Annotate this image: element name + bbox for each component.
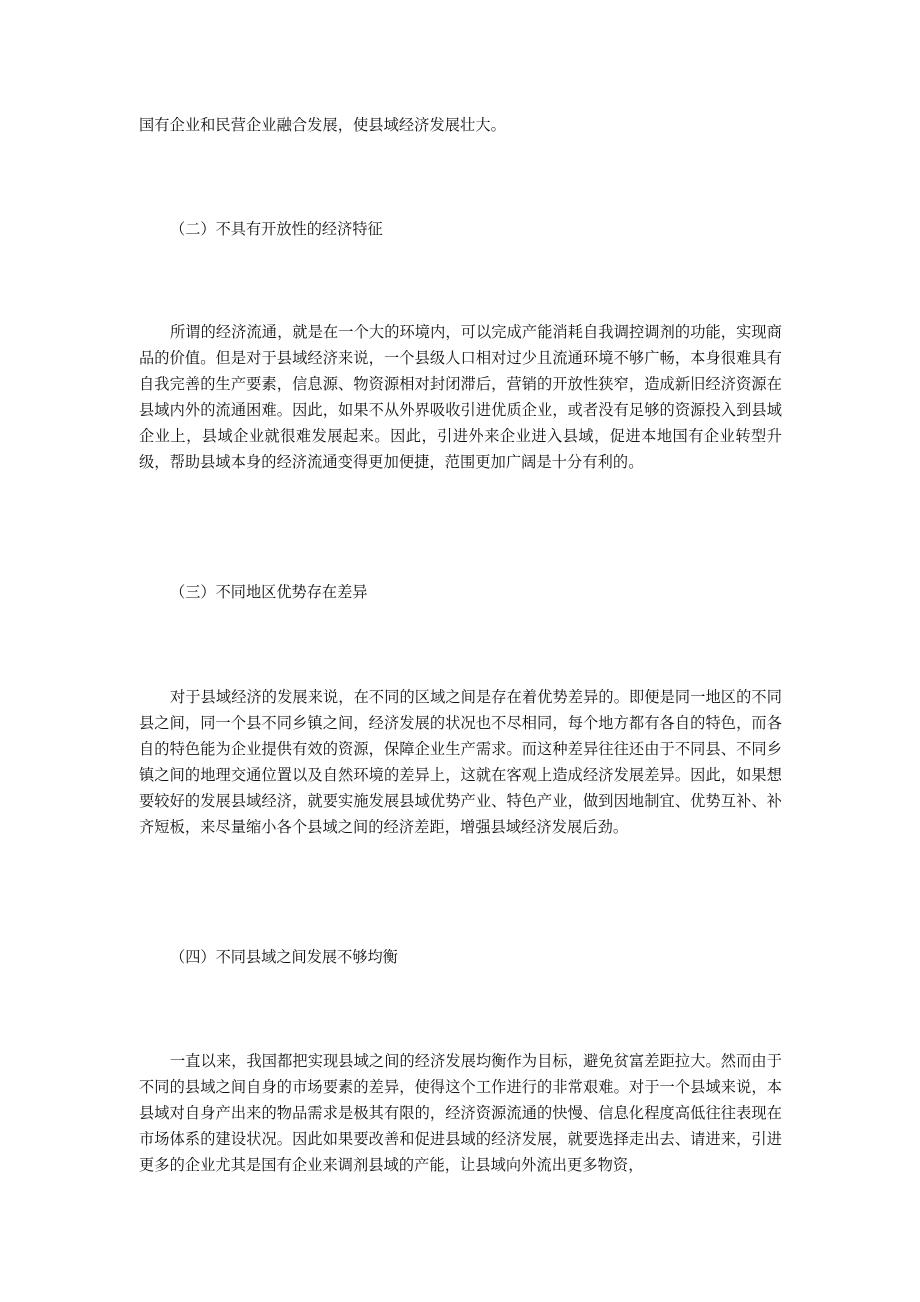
section-heading-2: （二）不具有开放性的经济特征 bbox=[170, 220, 383, 238]
section-heading-3: （三）不同地区优势存在差异 bbox=[170, 583, 368, 601]
paragraph-balanced-development: 一直以来，我国都把实现县域之间的经济发展均衡作为目标，避免贫富差距拉大。然而由于不同的县域之间自身的市场要素的差异，使得这个工作进行的非常艰难。对于一个县域来说，本县域对自身产出来的物品需求是极其有限的，经济资源流通的快慢、信息化程度高低往往表现在市场体系的建设状况。因此如果要改善和促进县域的经济发展，就要选择走出去、请进来，引进更多的企业尤其是国有企业来调剂县域的产能，让县域向外流出更多物资， bbox=[139, 1052, 782, 1175]
paragraph-regional-advantages: 对于县域经济的发展来说，在不同的区域之间是存在着优势差异的。即便是同一地区的不同县之间，同一个县不同乡镇之间，经济发展的状况也不尽相同，每个地方都有各自的特色，而各自的特色能为企业提供有效的资源，保障企业生产需求。而这种差异往往还由于不同县、不同乡镇之间的地理交通位置以及自然环境的差异上，这就在客观上造成经济发展差异。因此，如果想要较好的发展县域经济，就要实施发展县域优势产业、特色产业，做到因地制宜、优势互补、补齐短板，来尽量缩小各个县域之间的经济差距，增强县域经济发展后劲。 bbox=[139, 688, 782, 837]
paragraph-continuation: 国有企业和民营企业融合发展，使县域经济发展壮大。 bbox=[139, 116, 506, 134]
paragraph-economic-circulation: 所谓的经济流通，就是在一个大的环境内，可以完成产能消耗自我调控调剂的功能，实现商品的价值。但是对于县域经济来说，一个县级人口相对过少且流通环境不够广畅，本身很难具有自我完善的生产要素，信息源、物资源相对封闭滞后，营销的开放性狭窄，造成新旧经济资源在县域内外的流通困难。因此，如果不从外界吸收引进优质企业，或者没有足够的资源投入到县域企业上，县域企业就很难发展起来。因此，引进外来企业进入县域，促进本地国有企业转型升级，帮助县域本身的经济流通变得更加便捷，范围更加广阔是十分有利的。 bbox=[139, 323, 782, 472]
section-heading-4: （四）不同县域之间发展不够均衡 bbox=[170, 948, 398, 966]
